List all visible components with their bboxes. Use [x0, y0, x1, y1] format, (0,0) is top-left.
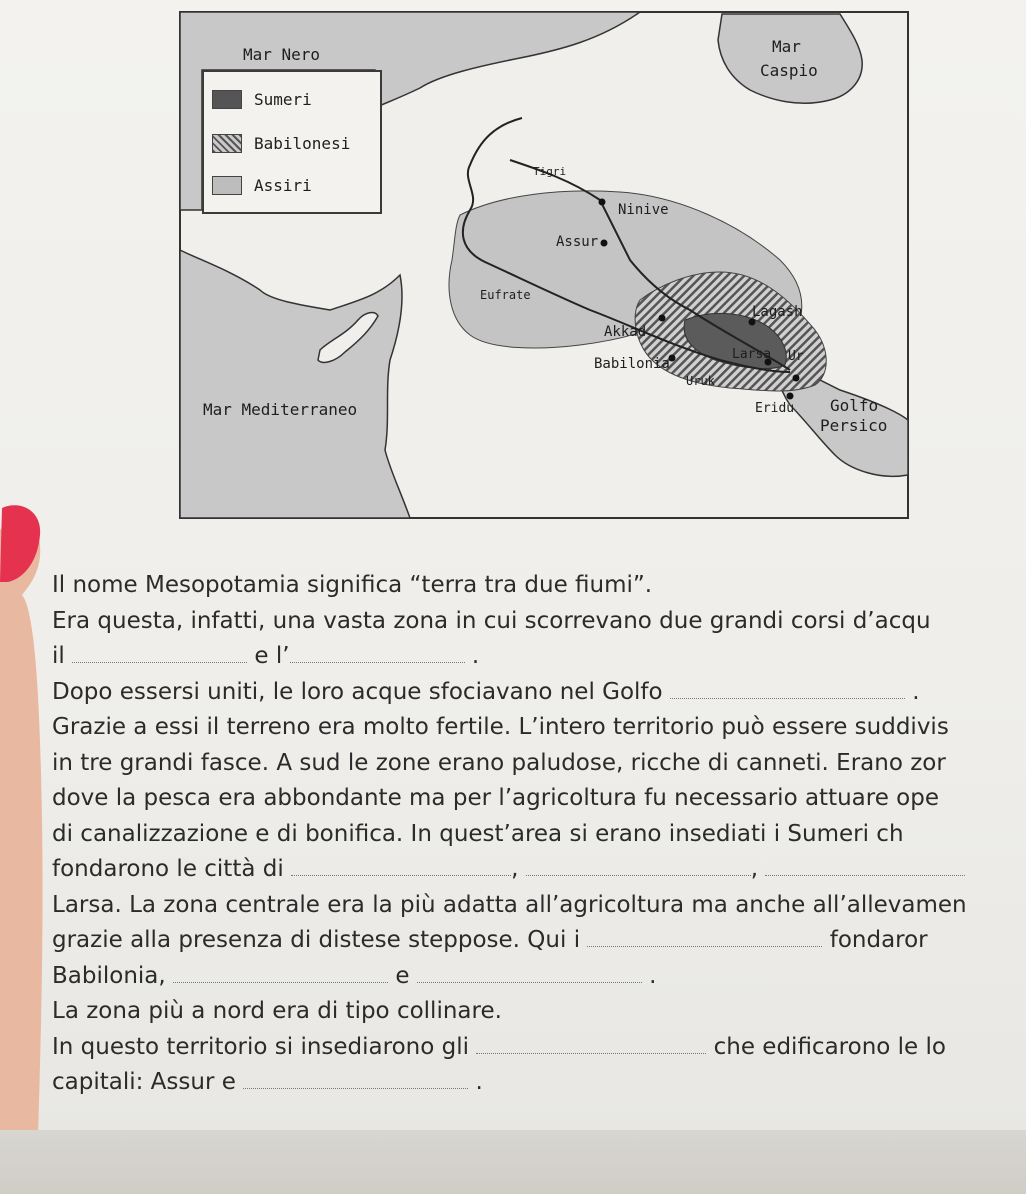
swatch-assiri [212, 176, 242, 195]
label-eridu: Eridu [755, 401, 795, 416]
legend-label-babilonesi: Babilonesi [254, 134, 351, 153]
text-line [52, 608, 1026, 644]
label-ur: Ur [788, 349, 804, 364]
text-span: Il nome Mesopotamia significa “terra tra due fiumi”. [52, 572, 653, 598]
text-span: La zona più a nord era di tipo collinare. [52, 998, 502, 1024]
blank-golfo[interactable] [670, 680, 905, 699]
text-line [52, 785, 1026, 821]
text-line [52, 572, 1026, 608]
label-mar-nero: Mar Nero [243, 45, 321, 64]
text-span: . [475, 1069, 483, 1095]
text-line [52, 714, 1026, 750]
mesopotamia-map [0, 0, 1026, 530]
label-larsa: Larsa [732, 347, 772, 362]
text-span: che edificarono le lo [713, 1033, 946, 1060]
text-span: grazie alla presenza di distese steppose. Qui i [52, 927, 581, 953]
blank-popolo-centro[interactable] [587, 928, 822, 947]
text-span: e [395, 962, 410, 989]
label-golfo: Golfo [830, 396, 879, 415]
blank-citta-3[interactable] [765, 857, 965, 876]
text-span: fondarono le città di [52, 856, 284, 882]
text-line [52, 1069, 1026, 1105]
label-assur: Assur [556, 234, 599, 250]
text-line [52, 963, 1026, 999]
label-caspio: Caspio [760, 61, 818, 80]
swatch-sumeri [212, 90, 242, 109]
label-tigri: Tigri [533, 165, 567, 178]
blank-fiume-1[interactable] [72, 644, 247, 663]
legend-label-sumeri: Sumeri [254, 90, 312, 109]
city-dot-ur [793, 375, 800, 382]
label-persico: Persico [820, 416, 888, 435]
blank-popolo-nord[interactable] [476, 1035, 706, 1054]
label-uruk: Uruk [686, 374, 715, 388]
text-span: Larsa. La zona centrale era la più adatta all’agricoltura ma anche all’allevamen [52, 891, 967, 918]
text-line [52, 892, 1026, 928]
legend-item-assiri [212, 176, 312, 195]
text-span: . [912, 678, 920, 705]
text-span: in tre grandi fasce. A sud le zone erano paludose, ricche di canneti. Erano zor [52, 749, 946, 776]
text-span: Era questa, infatti, una vasta zona in cui scorrevano due grandi corsi d’acqu [52, 607, 931, 634]
text-line [52, 927, 1026, 963]
blank-citta-centro-1[interactable] [173, 964, 388, 983]
city-dot-eridu [787, 393, 794, 400]
text-span: Babilonia, [52, 962, 166, 989]
text-span: di canalizzazione e di bonifica. In quest’area si erano insediati i Sumeri ch [52, 820, 904, 847]
label-akkad: Akkad [604, 324, 647, 340]
swatch-babilonesi [212, 134, 242, 153]
text-line [52, 643, 1026, 679]
label-mar-mediterraneo: Mar Mediterraneo [203, 400, 358, 419]
text-line [52, 856, 1026, 892]
legend-item-babilonesi [212, 134, 350, 153]
worksheet-text [52, 572, 1026, 1105]
label-ninive: Ninive [618, 202, 669, 218]
label-eufrate: Eufrate [480, 288, 531, 302]
map-legend [202, 70, 382, 214]
label-mar: Mar [772, 37, 801, 56]
text-span: Dopo essersi uniti, le loro acque sfociavano nel Golfo [52, 678, 663, 705]
text-span: In questo territorio si insediarono gli [52, 1033, 469, 1060]
text-span: il [52, 643, 65, 669]
desk-area [0, 1130, 1026, 1194]
legend-item-sumeri [212, 90, 312, 109]
text-span: Grazie a essi il terreno era molto fertile. L’intero territorio può essere suddivis [52, 714, 949, 740]
blank-citta-1[interactable] [291, 857, 511, 876]
text-line [52, 750, 1026, 786]
text-span: capitali: Assur e [52, 1069, 236, 1095]
finger-photo-detail [0, 500, 60, 1140]
blank-citta-2[interactable] [526, 857, 751, 876]
text-line [52, 821, 1026, 857]
text-span: , [511, 856, 519, 882]
city-dot-ninive [599, 199, 606, 206]
text-span: . [471, 643, 480, 669]
text-span: , [750, 856, 758, 882]
city-dot-akkad [659, 315, 666, 322]
text-span: dove la pesca era abbondante ma per l’agricoltura fu necessario attuare ope [52, 785, 939, 811]
text-line [52, 998, 1026, 1034]
text-span: e l’ [254, 643, 290, 669]
text-line [52, 1034, 1026, 1070]
label-lagash: Lagash [752, 304, 803, 320]
label-babilonia: Babilonia [594, 356, 670, 372]
blank-capitale[interactable] [243, 1070, 468, 1089]
blank-fiume-2[interactable] [290, 644, 465, 663]
text-span: . [649, 962, 657, 989]
text-line [52, 679, 1026, 715]
blank-citta-centro-2[interactable] [417, 964, 642, 983]
legend-label-assiri: Assiri [254, 176, 312, 195]
text-span: fondaror [829, 927, 928, 953]
city-dot-assur [601, 240, 608, 247]
